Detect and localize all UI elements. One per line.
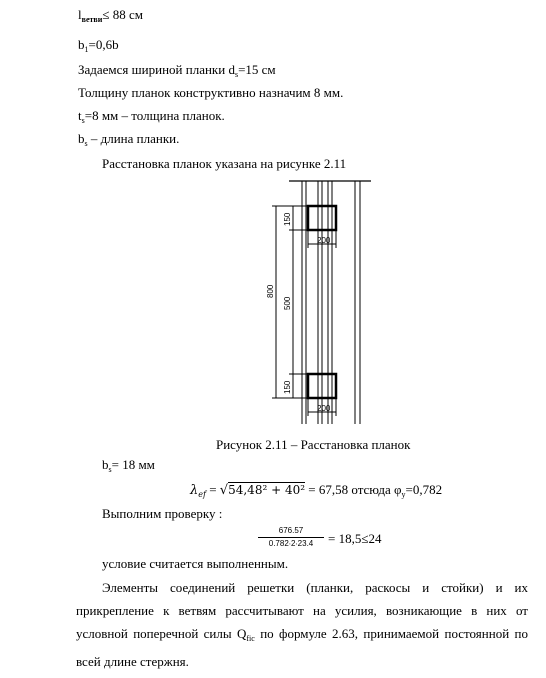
fraction-result-text: = 18,5≤24 xyxy=(328,531,382,546)
figure-caption-text: Рисунок 2.11 – Расстановка планок xyxy=(216,437,411,452)
l-symbol: l xyxy=(78,7,82,22)
dim-label-200-bot: 200 xyxy=(317,404,331,413)
figure-intro-text: Расстановка планок указана на рисунке 2.11 xyxy=(102,156,347,171)
line-l-branch xyxy=(78,7,143,28)
condition-line xyxy=(102,556,288,572)
bs2-subscript: s xyxy=(108,465,112,474)
paragraph-subscript: fic xyxy=(246,634,255,643)
figure-intro xyxy=(102,156,346,172)
strip-layout-figure xyxy=(0,176,546,436)
lambda-eq: = xyxy=(205,482,220,497)
dim-label-200-top: 200 xyxy=(317,236,331,245)
dim-label-150-top: 150 xyxy=(283,212,292,226)
bs2-value: = 18 мм xyxy=(111,457,155,472)
check-fraction xyxy=(258,526,324,549)
body-paragraph xyxy=(76,576,528,673)
figure-caption xyxy=(216,437,410,453)
dim-label-800: 800 xyxy=(266,284,275,298)
b1-symbol: b xyxy=(78,37,85,52)
dim-label-500: 500 xyxy=(283,296,292,310)
phi-value: =0,782 xyxy=(405,482,443,497)
condition-text: условие считается выполненным. xyxy=(102,556,289,571)
ts-text: =8 мм – толщина планок. xyxy=(84,108,225,123)
sqrt-symbol: √ xyxy=(219,483,229,498)
paragraph-part1: Элементы соединений решетки (планки, раскосы и стойки) и их прикрепление к ветвям рассчитывают на усилия, возникающие в них от условной поперечной силы Q xyxy=(76,580,528,641)
thickness-text: Толщину планок конструктивно назначим 8 мм. xyxy=(78,85,344,100)
phi-subscript: y xyxy=(401,490,406,499)
bs-text: – длина планки. xyxy=(87,131,180,146)
lambda-subscript: ef xyxy=(198,490,206,499)
lambda-symbol: λ xyxy=(190,483,199,498)
lambda-formula xyxy=(190,482,442,503)
line-bs xyxy=(78,131,179,152)
strip-width-text: Задаемся шириной планки d xyxy=(78,62,235,77)
ts-symbol: t xyxy=(78,108,82,123)
paragraph-part2: по формуле 2.63, принимаемой постоянной по всей длине стержня. xyxy=(76,626,528,669)
bs-subscript: s xyxy=(84,139,88,148)
b1-subscript: 1 xyxy=(84,45,89,54)
check-label xyxy=(102,506,222,522)
line-bs-value xyxy=(102,457,155,478)
bs-symbol: b xyxy=(78,131,85,146)
strip-width-value: =15 см xyxy=(238,62,276,77)
line-b1 xyxy=(78,37,119,58)
bs2-symbol: b xyxy=(102,457,109,472)
fraction-denominator: 0.782∙2∙23.4 xyxy=(268,539,314,548)
line-ts xyxy=(78,108,225,129)
strip-width-subscript: s xyxy=(234,70,239,79)
dim-label-150-bot: 150 xyxy=(283,380,292,394)
ts-subscript: s xyxy=(81,116,85,125)
fraction-result xyxy=(328,531,381,547)
fraction-numerator: 676.57 xyxy=(278,526,304,535)
l-condition: ≤ 88 см xyxy=(102,7,143,22)
lambda-result: = 67,58 отсюда φ xyxy=(305,482,402,497)
line-thickness xyxy=(78,85,343,101)
check-text: Выполним проверку : xyxy=(102,506,223,521)
b1-value: =0,6b xyxy=(88,37,119,52)
l-subscript: ветви xyxy=(81,15,103,24)
sqrt-body: 54,48² + 40² xyxy=(228,483,306,497)
fraction-bar xyxy=(258,537,324,538)
line-strip-width xyxy=(78,62,276,83)
